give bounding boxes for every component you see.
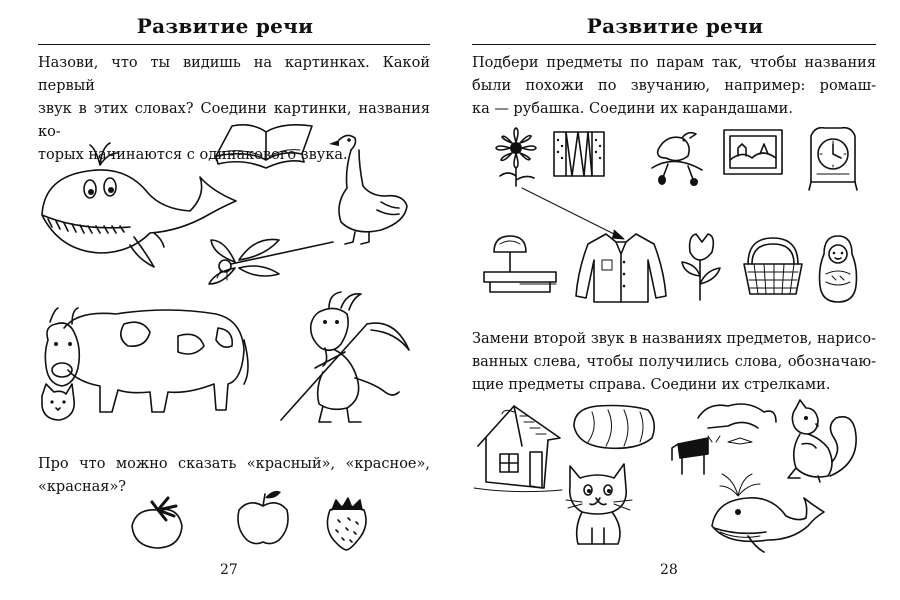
accordion-picture: [552, 126, 607, 184]
right-task2-text: [472, 328, 876, 397]
text-line: «красная»?: [38, 479, 127, 495]
house-picture: [474, 402, 564, 497]
text-line: щие предметы справа. Соедини их стрелками.: [472, 377, 831, 393]
strawberry-picture: [322, 496, 372, 551]
right-task1-text: [472, 52, 876, 121]
text-line: были похожи по звучанию, например: ромаш-: [472, 78, 876, 94]
right-page: [450, 0, 900, 600]
text-line: Про что можно сказать «красный», «красное»,: [38, 456, 430, 472]
apple-picture: [233, 488, 293, 548]
tulip-picture: [680, 232, 722, 302]
text-line: торых начинаются с одинакового звука.: [38, 147, 348, 163]
scales-picture: [480, 232, 560, 300]
book-picture: [212, 118, 317, 173]
cow-picture: [38, 300, 250, 425]
left-heading-rule: [38, 44, 430, 45]
shirt-picture: [572, 230, 670, 305]
bird-on-branch-picture: [648, 124, 706, 186]
text-line: звук в этих словах? Соедини картинки, названия ко-: [38, 101, 430, 140]
right-heading-rule: [472, 44, 876, 45]
left-page-heading: Развитие речи: [136, 14, 314, 38]
text-line: ванных слева, чтобы получились слова, обозначаю-: [472, 354, 876, 370]
right-whale-picture: [708, 470, 828, 555]
text-line: Подбери предметы по парам так, чтобы названия: [472, 55, 876, 71]
left-page-number: 27: [220, 562, 238, 578]
text-line: ка — рубашка. Соедини их карандашами.: [472, 101, 793, 117]
right-page-heading: Развитие речи: [586, 14, 764, 38]
dragonfly-picture: [205, 232, 340, 287]
right-page-number: 28: [660, 562, 678, 578]
clock-picture: [805, 124, 860, 192]
birds-and-stool-picture: [668, 398, 778, 478]
text-line: Назови, что ты видишь на картинках. Какой первый: [38, 55, 430, 94]
basket-picture: [740, 236, 806, 298]
cat-picture: [562, 458, 637, 548]
daisy-picture: [490, 128, 545, 188]
bread-loaf-picture: [568, 402, 658, 452]
framed-picture-picture: [722, 126, 784, 178]
text-line: Замени второй звук в названиях предметов, нарисо-: [472, 331, 876, 347]
matryoshka-picture: [818, 234, 858, 304]
tomato-picture: [128, 496, 188, 551]
goat-with-scythe-picture: [275, 288, 415, 433]
